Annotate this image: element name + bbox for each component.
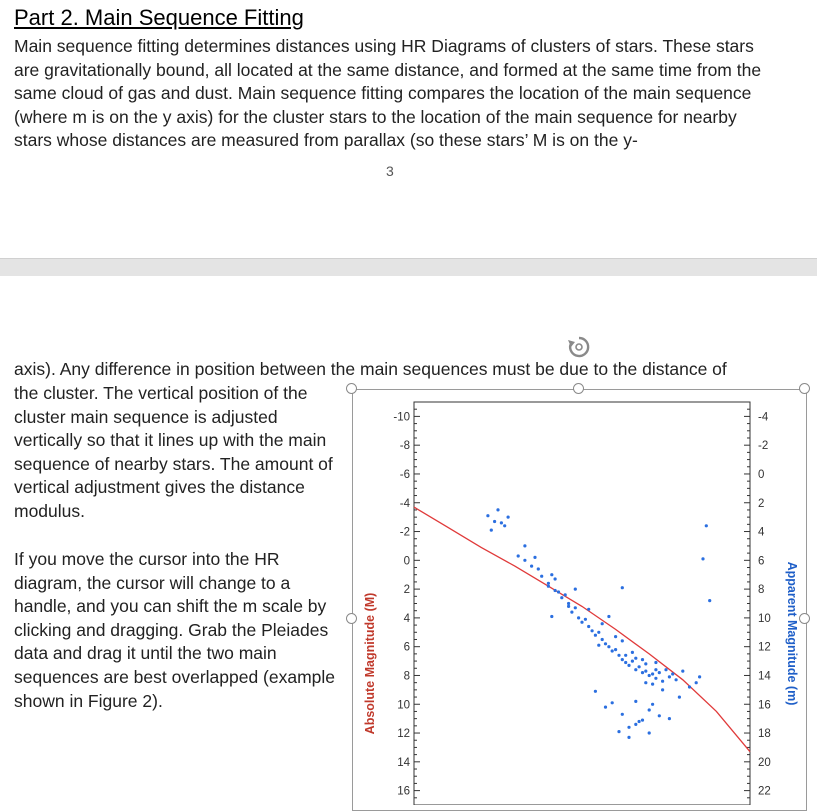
pleiades-point[interactable] [584,618,587,621]
pleiades-point[interactable] [627,736,630,739]
pleiades-point[interactable] [681,670,684,673]
pleiades-point[interactable] [577,616,580,619]
right-axis-tick-label: 4 [758,526,765,539]
hr-diagram[interactable] [352,390,805,805]
pleiades-point[interactable] [530,565,533,568]
pleiades-point[interactable] [601,622,604,625]
pleiades-point[interactable] [560,596,563,599]
intro-paragraph[interactable]: Main sequence fitting determines distances using HR Diagrams of clusters of stars. These stars are gravitationally bound, all located at the same distance, and formed at the same time from the same cloud of gas and dust. Main sequence fitting compares the location of the main sequence (where m is on the y axis) for the cluster stars to the location of the main sequence for nearby stars whose distances are measured from parallax (so these stars’ M is on the y- [14,36,762,151]
pleiades-point[interactable] [574,606,577,609]
pleiades-point[interactable] [661,680,664,683]
pleiades-point[interactable] [567,602,570,605]
pleiades-point[interactable] [614,635,617,638]
section-heading: Part 2. Main Sequence Fitting [14,5,304,30]
pleiades-point[interactable] [611,649,614,652]
left-axis-tick-label: -2 [399,526,410,539]
pleiades-point[interactable] [594,690,597,693]
right-axis-tick-label: 0 [758,468,765,481]
right-axis-tick-label: 14 [758,670,771,683]
pleiades-point[interactable] [540,575,543,578]
left-axis-tick-label: 8 [403,670,410,683]
pleiades-point[interactable] [503,524,506,527]
pleiades-point[interactable] [490,529,493,532]
pleiades-point[interactable] [574,588,577,591]
pleiades-point[interactable] [587,625,590,628]
pleiades-point[interactable] [641,671,644,674]
pleiades-point[interactable] [648,674,651,677]
pleiades-point[interactable] [591,629,594,632]
pleiades-point[interactable] [567,605,570,608]
pleiades-point[interactable] [507,516,510,519]
pleiades-point[interactable] [698,675,701,678]
pleiades-point[interactable] [594,634,597,637]
right-axis-tick-label: -2 [758,440,769,453]
pleiades-point[interactable] [668,675,671,678]
pleiades-point[interactable] [624,661,627,664]
document-page-top [0,0,817,258]
pleiades-point[interactable] [611,701,614,704]
pleiades-point[interactable] [580,621,583,624]
pleiades-point[interactable] [523,544,526,547]
pleiades-point[interactable] [701,557,704,560]
pleiades-point[interactable] [664,668,667,671]
pleiades-point[interactable] [587,608,590,611]
pleiades-point[interactable] [621,713,624,716]
left-axis-tick-label: 10 [397,699,410,712]
pleiades-point[interactable] [597,644,600,647]
left-axis-tick-label: -8 [399,440,410,453]
left-axis-label: Absolute Magnitude (M) [363,592,377,735]
pleiades-point[interactable] [547,585,550,588]
pleiades-point[interactable] [651,703,654,706]
left-axis-tick-label: 14 [397,756,410,769]
continued-paragraph-a[interactable]: axis). Any difference in position between the main sequences must be due to the distance of [14,359,727,379]
left-axis-tick-label: -6 [399,468,410,481]
pleiades-point[interactable] [644,681,647,684]
pleiades-point[interactable] [554,589,557,592]
pleiades-point[interactable] [654,668,657,671]
right-axis-tick-label: 20 [758,756,771,769]
pleiades-point[interactable] [621,658,624,661]
pleiades-point[interactable] [621,586,624,589]
pleiades-point[interactable] [533,556,536,559]
pleiades-point[interactable] [627,726,630,729]
pleiades-point[interactable] [641,719,644,722]
pleiades-point[interactable] [564,593,567,596]
document-page-bottom [0,276,817,805]
pleiades-point[interactable] [638,720,641,723]
page-number: 3 [386,163,394,179]
pleiades-point[interactable] [621,639,624,642]
pleiades-point[interactable] [668,717,671,720]
left-axis-tick-label: 12 [397,728,410,741]
pleiades-point[interactable] [601,638,604,641]
pleiades-point[interactable] [500,521,503,524]
pleiades-point[interactable] [644,662,647,665]
pleiades-point[interactable] [654,661,657,664]
pleiades-point[interactable] [661,688,664,691]
left-axis-tick-label: -10 [393,411,410,424]
pleiades-point[interactable] [651,672,654,675]
pleiades-point[interactable] [597,631,600,634]
pleiades-point[interactable] [537,567,540,570]
right-axis-tick-label: -4 [758,411,769,424]
right-axis-tick-label: 22 [758,785,771,798]
plot-area [414,402,750,805]
pleiades-point[interactable] [631,651,634,654]
right-axis-tick-label: 8 [758,584,765,597]
right-axis-tick-label: 16 [758,699,771,712]
right-axis-label: Apparent Magnitude (m) [785,561,799,706]
pleiades-point[interactable] [523,559,526,562]
pleiades-point[interactable] [607,645,610,648]
right-axis-tick-label: 10 [758,612,771,625]
right-axis-tick-label: 2 [758,497,765,510]
continued-paragraph-b[interactable]: the cluster. The vertical position of the cluster main sequence is adjusted vertically so that it lines up with the main sequence of nearby stars. The amount of vertical adjustment gives the distance modulus. [14,383,333,521]
pleiades-point[interactable] [675,678,678,681]
pleiades-point[interactable] [550,573,553,576]
left-axis-tick-label: -4 [399,497,410,510]
pleiades-point[interactable] [627,664,630,667]
pleiades-point[interactable] [604,642,607,645]
pleiades-point[interactable] [617,654,620,657]
pleiades-point[interactable] [634,723,637,726]
left-axis-tick-label: 6 [403,641,410,654]
pleiades-point[interactable] [654,677,657,680]
pleiades-point[interactable] [517,554,520,557]
pleiades-point[interactable] [604,706,607,709]
pleiades-point[interactable] [617,730,620,733]
pleiades-point[interactable] [638,665,641,668]
pleiades-point[interactable] [651,683,654,686]
pleiades-point[interactable] [493,520,496,523]
left-axis-tick-label: 4 [403,612,410,625]
pleiades-point[interactable] [658,671,661,674]
pleiades-point[interactable] [671,672,674,675]
pleiades-point[interactable] [614,648,617,651]
pleiades-point[interactable] [648,731,651,734]
left-axis-tick-label: 0 [403,555,410,568]
pleiades-point[interactable] [648,708,651,711]
pleiades-point[interactable] [607,615,610,618]
pleiades-point[interactable] [624,654,627,657]
pleiades-point[interactable] [570,611,573,614]
pleiades-point[interactable] [658,714,661,717]
pleiades-point[interactable] [688,685,691,688]
left-axis-tick-label: 2 [403,584,410,597]
right-axis-tick-label: 18 [758,728,771,741]
page-break-gap [0,258,817,277]
pleiades-point[interactable] [634,657,637,660]
pleiades-point[interactable] [678,696,681,699]
pleiades-point[interactable] [547,582,550,585]
rotate-handle-icon[interactable] [566,334,592,360]
pleiades-point[interactable] [644,670,647,673]
cursor-instructions-paragraph[interactable]: If you move the cursor into the HR diagram, the cursor will change to a handle, and you can shift the m scale by clicking and dragging. Grab the Pleiades data and drag it until the two main sequences are best overlapped (example shown in Figure 2). [14,549,336,711]
pleiades-point[interactable] [695,681,698,684]
pleiades-point[interactable] [631,660,634,663]
pleiades-point[interactable] [557,590,560,593]
pleiades-point[interactable] [486,514,489,517]
pleiades-point[interactable] [641,658,644,661]
pleiades-point[interactable] [708,599,711,602]
pleiades-point[interactable] [554,577,557,580]
left-axis-tick-label: 16 [397,785,410,798]
right-axis-tick-label: 12 [758,641,771,654]
pleiades-point[interactable] [705,524,708,527]
pleiades-point[interactable] [550,615,553,618]
pleiades-point[interactable] [634,668,637,671]
pleiades-point[interactable] [496,508,499,511]
pleiades-point[interactable] [634,700,637,703]
right-axis-tick-label: 6 [758,555,765,568]
